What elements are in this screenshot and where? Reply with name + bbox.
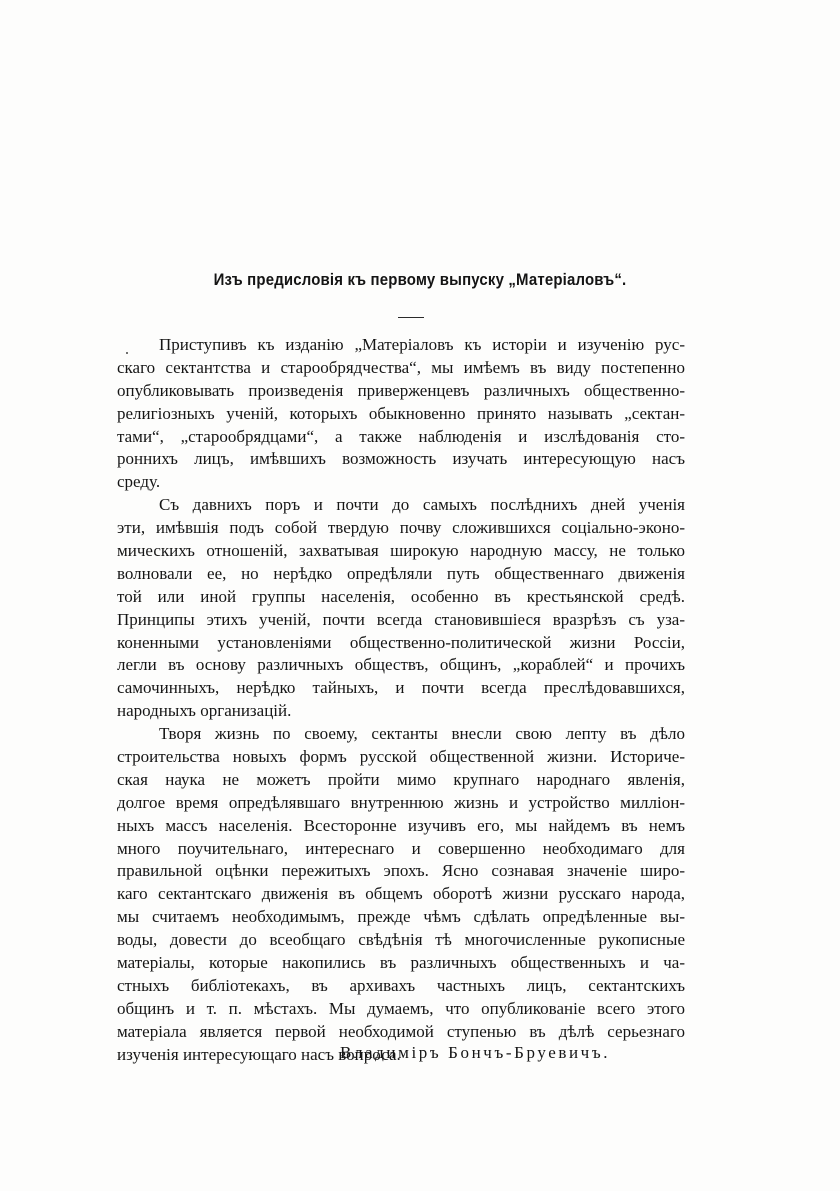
text-line: изученія интересующаго насъ вопроса. [117, 1044, 401, 1064]
text-line: ныхъ массъ населенія. Всесторонне изучивъ его, мы найдемъ въ немъ [117, 815, 685, 835]
body-text [117, 334, 685, 1067]
text-line: народныхъ организацій. [117, 701, 292, 721]
text-line: общинъ и т. п. мѣстахъ. Мы думаемъ, что опубликованіе всего этого [117, 998, 685, 1018]
heading-rule [398, 317, 424, 318]
text-line: много поучительнаго, интереснаго и совершенно необходимаго для [117, 838, 685, 858]
text-line: тами“, „старообрядцами“, а также наблюденія и изслѣдованія сто- [117, 426, 685, 446]
text-line: матеріала является первой необходимой ступенью въ дѣлѣ серьезнаго [117, 1021, 685, 1041]
text-line: волновали ее, но нерѣдко опредѣляли путь общественнаго движенія [117, 563, 685, 583]
text-line: самочинныхъ, нерѣдко тайныхъ, и почти всегда преслѣдовавшихся, [117, 678, 685, 698]
text-line: каго сектантскаго движенія въ общемъ оборотѣ жизни русскаго народа, [117, 884, 685, 904]
text-line: воды, довести до всеобщаго свѣдѣнія тѣ многочисленные рукописные [117, 930, 685, 950]
text-line: опубликовывать произведенія приверженцевъ различныхъ общественно- [117, 380, 685, 400]
text-line: матеріалы, которые накопились въ различныхъ общественныхъ и ча- [117, 953, 685, 973]
heading: Изъ предисловія къ первому выпуску „Матеріаловъ“. [213, 270, 627, 289]
text-line: религіозныхъ ученій, которыхъ обыкновенно принято называть „сектан- [117, 403, 685, 423]
text-line: строительства новыхъ формъ русской общественной жизни. Историче- [117, 747, 685, 767]
text-line: Съ давнихъ поръ и почти до самыхъ послѣднихъ дней ученія [159, 495, 685, 515]
text-line: мическихъ отношеній, захватывая широкую народную массу, не только [117, 541, 685, 561]
text-line: эти, имѣвшія подъ собой твердую почву сложившихся соціально-эконо- [117, 518, 685, 538]
text-line: Творя жизнь по своему, сектанты внесли свою лепту въ дѣло [159, 724, 685, 744]
text-line: мы считаемъ необходимымъ, прежде чѣмъ сдѣлать опредѣленные вы- [117, 907, 685, 927]
text-line: стныхъ библіотекахъ, въ архивахъ частныхъ лицъ, сектантскихъ [117, 975, 685, 995]
text-line: коненными установленіями общественно-политической жизни Россіи, [117, 632, 685, 652]
text-line: Приступивъ къ изданію „Матеріаловъ къ исторіи и изученію рус- [159, 335, 685, 354]
signature: Владиміръ Бончъ-Бруевичъ. [340, 1043, 611, 1062]
text-line: ская наука не можетъ пройти мимо крупнаго народнаго явленія, [117, 769, 685, 789]
text-line: легли въ основу различныхъ обществъ, общинъ, „кораблей“ и прочихъ [117, 655, 685, 675]
text-line: Принципы этихъ ученій, почти всегда становившіеся вразрѣзъ съ уза- [117, 609, 685, 629]
text-line: роннихъ лицъ, имѣвшихъ возможность изучать интересующую насъ [117, 449, 685, 469]
text-line: среду. [117, 472, 161, 492]
text-line: долгое время опредѣлявшаго внутреннюю жизнь и устройство милліон- [117, 792, 685, 812]
text-line: той или иной группы населенія, особенно въ крестьянской средѣ. [117, 586, 685, 606]
text-line: скаго сектантства и старообрядчества“, мы имѣемъ въ виду постепенно [117, 357, 685, 377]
text-line: правильной оцѣнки пережитыхъ эпохъ. Ясно сознавая значеніе широ- [117, 861, 685, 881]
